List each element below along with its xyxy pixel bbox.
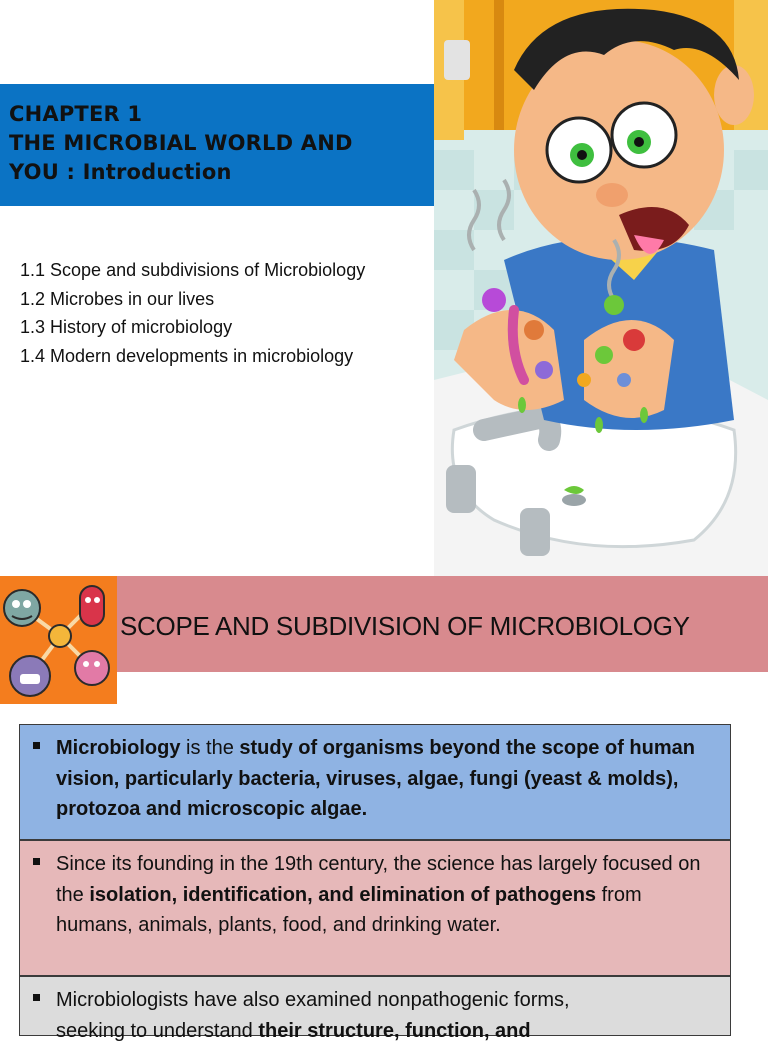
nonpathogenic-panel: Microbiologists have also examined nonpathogenic forms, seeking to understand their structure, function, and bbox=[19, 976, 731, 1036]
topic-item: 1.1 Scope and subdivisions of Microbiology bbox=[20, 260, 366, 280]
topic-list bbox=[20, 256, 365, 370]
chapter-number: CHAPTER 1 bbox=[9, 102, 143, 126]
bullet-icon bbox=[33, 742, 40, 749]
boy-germs-illustration bbox=[434, 0, 768, 576]
topic-item: 1.3 History of microbiology bbox=[20, 317, 233, 337]
definition-panel: Microbiology is the study of organisms beyond the scope of human vision, particularly bacteria, viruses, algae, fungi (yeast & molds), protozoa and microscopic algae. bbox=[19, 724, 731, 840]
term-microbiology: Microbiology bbox=[56, 737, 181, 759]
topic-item: 1.4 Modern developments in microbiology bbox=[20, 345, 354, 366]
bullet-icon bbox=[33, 994, 40, 1001]
history-panel: Since its founding in the 19th century, the science has largely focused on the isolation, identification, and elimination of pathogens from humans, animals, plants, food, and drinking water. bbox=[19, 840, 731, 976]
slide-scope bbox=[0, 576, 768, 1042]
bullet-icon bbox=[33, 858, 40, 865]
chapter-title-box bbox=[0, 84, 434, 206]
germ-cartoon-icon bbox=[0, 576, 117, 704]
slide-title: SCOPE AND SUBDIVISION OF MICROBIOLOGY bbox=[120, 611, 690, 641]
chapter-title-line: YOU : Introduction bbox=[9, 160, 232, 184]
chapter-title-line: THE MICROBIAL WORLD AND bbox=[9, 131, 353, 155]
boy-with-germs-icon bbox=[434, 0, 768, 576]
topic-item: 1.2 Microbes in our lives bbox=[20, 288, 215, 309]
